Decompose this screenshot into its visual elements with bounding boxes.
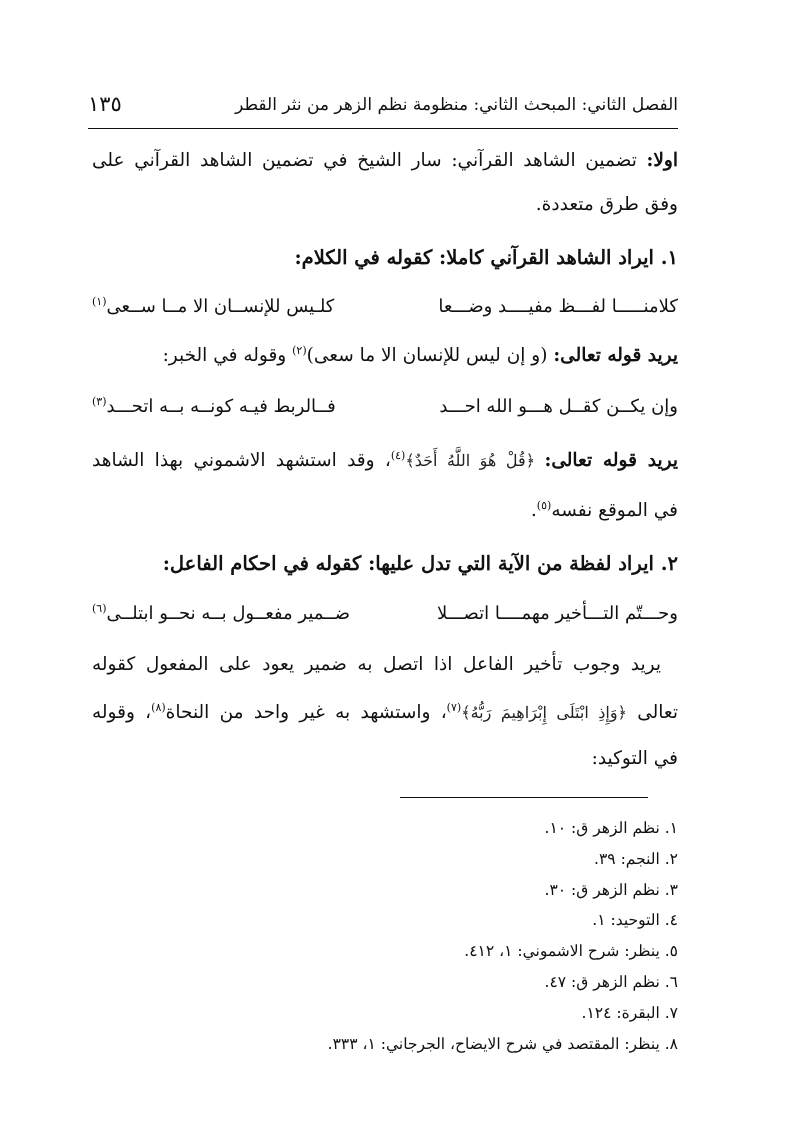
paragraph-line-2: وفق طرق متعددة. [535,194,678,215]
footnote-ref: (٣) [92,395,107,408]
quran-quote: ﴿قُلْ هُوَ اللَّهُ أَحَدٌ﴾ [405,451,545,470]
verse-text: ضــمير مفعــول بــه نحــو ابتلــى [106,603,350,624]
bold-lead: يريد قوله تعالى: [553,345,678,366]
quote-text: (و إن ليس للإنسان الا ما سعى) [306,345,554,366]
footnote-ref: (٦) [92,602,107,615]
footnote-ref: (٨) [151,700,166,714]
running-header-title: الفصل الثاني: المبحث الثاني: منظومة نظم الزهر من نثر القطر [235,95,678,115]
line-middle: ، واستشهد به غير واحد من النحاة [165,702,447,723]
footnote-ref: (٢) [292,343,307,357]
verse-2-second-hemistich [92,396,336,417]
line-text: في الموقع نفسه [551,500,678,521]
paragraph-text: تضمين الشاهد القرآني: سار الشيخ في تضمين الشاهد القرآني على [92,150,647,171]
verse-1-second-hemistich [92,296,334,317]
footnote-3: ٣. نظم الزهر ق: ٣٠. [544,881,678,899]
paragraph-line-7 [531,500,678,521]
footnote-7: ٧. البقرة: ١٢٤. [581,1004,678,1022]
paragraph-lead: اولا: [646,150,678,171]
verse-3-first-hemistich: وحـــتّم التـــأخير مهمــــا اتصـــلا [436,603,678,624]
footnote-5: ٥. ينظر: شرح الاشموني: ١، ٤١٢. [464,942,678,960]
line-tail: ، وقد استشهد الاشموني بهذا الشاهد [92,450,391,471]
footnote-6: ٦. نظم الزهر ق: ٤٧. [544,973,678,991]
line-end: ، وقوله [92,702,152,723]
footnote-ref: (٧) [446,700,462,714]
page-number: ١٣٥ [88,92,122,116]
footnote-1: ١. نظم الزهر ق: ١٠. [544,819,678,837]
paragraph-line-6 [92,450,678,471]
verse-text: كلـيس للإنســان الا مــا ســعى [106,296,335,317]
verse-2-first-hemistich: وإن يكــن كقــل هـــو الله احـــد [439,396,678,417]
line-start: تعالى [626,702,678,723]
paragraph-line-11: في التوكيد: [591,748,678,769]
paragraph-line-1 [92,150,678,171]
section-heading-2: ٢. ايراد لفظة من الآية التي تدل عليها: كقوله في احكام الفاعل: [162,552,678,575]
line-tail: وقوله في الخبر: [162,345,293,366]
footnote-divider [400,797,648,798]
footnote-ref: (١) [92,295,107,308]
verse-3-second-hemistich [92,603,350,624]
section-heading-1: ١. ايراد الشاهد القرآني كاملا: كقوله في الكلام: [294,246,678,269]
line-end: . [530,500,537,521]
footnote-2: ٢. النجم: ٣٩. [594,850,678,868]
footnote-4: ٤. التوحيد: ١. [592,911,678,929]
header-divider [88,128,678,129]
quran-quote: ﴿وَإِذِ ابْتَلَى إِبْرَاهِيمَ رَبُّهُ﴾ [461,703,627,722]
footnote-8: ٨. ينظر: المقتصد في شرح الايضاح، الجرجاني: ١، ٣٣٣. [327,1035,678,1053]
paragraph-line-4 [163,345,678,366]
verse-text: فــالربط فيـه كونــه بــه اتحـــد [106,396,336,417]
paragraph-line-9: يريد وجوب تأخير الفاعل اذا اتصل به ضمير يعود على المفعول كقوله [92,654,661,675]
footnote-ref: (٤) [390,448,406,462]
footnote-ref: (٥) [536,498,552,512]
paragraph-line-10 [92,702,678,723]
bold-lead: يريد قوله تعالى: [544,450,678,471]
verse-1-first-hemistich: كلامنـــــا لفـــظ مفيــــد وضـــعا [438,296,678,317]
